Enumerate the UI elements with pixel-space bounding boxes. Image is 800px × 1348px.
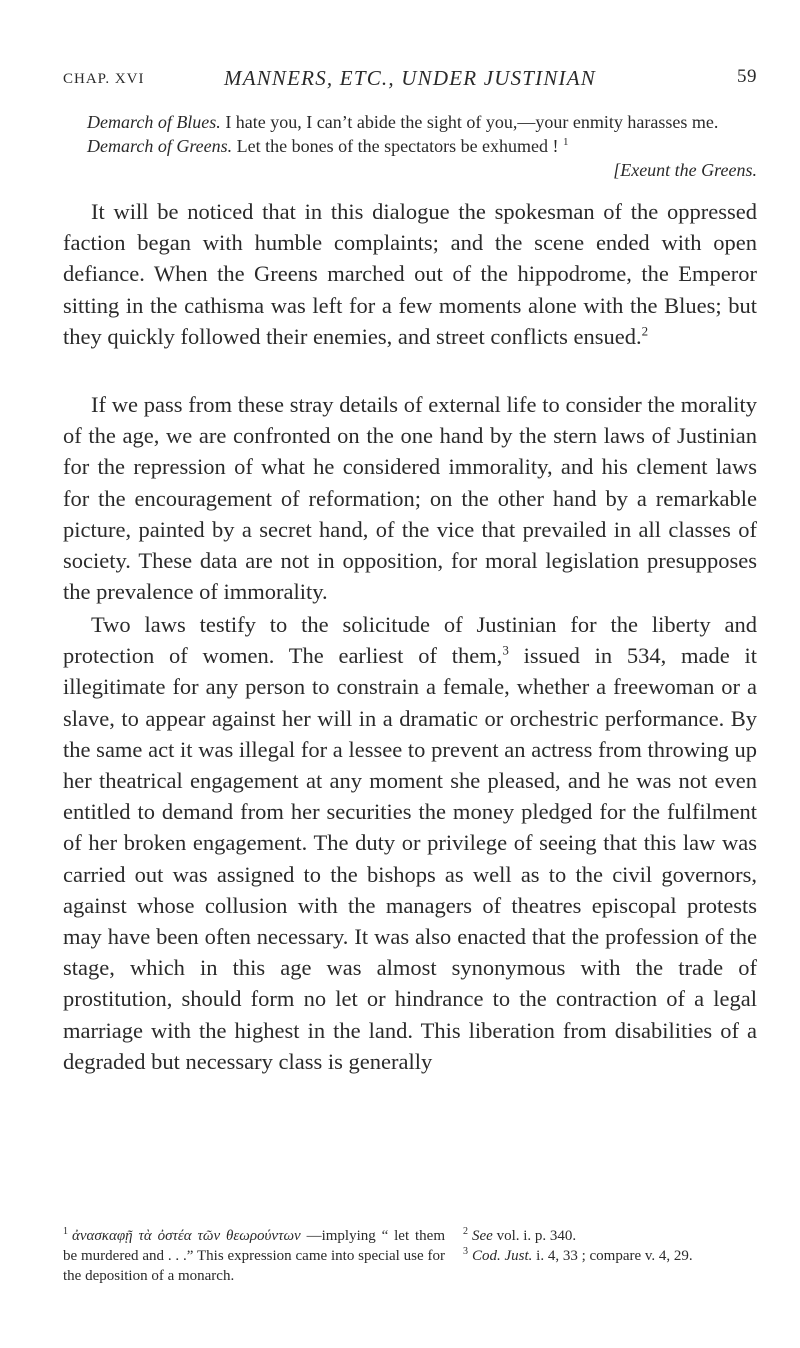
footnotes-right-column [463,1226,757,1266]
footnote-1-greek: ἀνασκαφῇ τὰ ὀστέα τῶν θεωρούντων [72,1228,301,1244]
dialogue-line-blues [63,110,757,134]
footnote-2 [463,1226,757,1246]
footnote-3-cod: Cod. Just. [472,1248,533,1264]
page-number: 59 [737,66,757,87]
footnote-3-number: 3 [463,1246,468,1257]
dialogue-block [63,110,757,182]
dialogue-text-blues: I hate you, I can’t abide the sight of you,—your enmity harasses me. [220,112,719,132]
footnote-3 [463,1246,757,1266]
footnote-1-number: 1 [63,1226,68,1237]
stage-bracket: [ [613,160,621,180]
paragraph-2-text: If we pass from these stray details of external life to consider the morality of the age, we are confronted on the one hand by the stern laws of Justinian for the repression of what he considered immorality, and his clement laws for the encouragement of reformation; on the other hand by a remarkable picture, painted by a secret hand, of the vice that prevailed in all classes of society. These data are not in opposition, for moral legislation presupposes the prevalence of immorality. [63,392,757,605]
stage-direction-text: Exeunt the Greens. [620,160,757,180]
footnote-ref-3[interactable]: 3 [502,642,509,658]
paragraph-laws [63,609,757,1077]
paragraph-morality [63,389,757,607]
dialogue-line-greens [63,134,757,158]
paragraph-1-text: It will be noticed that in this dialogue the spokesman of the oppressed faction began with humble complaints; and the scene ended with open defiance. When the Greens marched out of the hippodrome, the Emperor sitting in the cathisma was left for a few moments alone with the Blues; but they quickly followed their enemies, and street conflicts ensued. [63,199,757,349]
paragraph-3-text-b: issued in 534, made it illegitimate for any person to constrain a female, whether a freewoman or a slave, to appear against her will in a dramatic or orchestric performance. By the same act it was illegal for a lessee to prevent an actress from throwing up her theatrical engagement at any moment she pleased, and he was not even entitled to demand from her securities the money pledged for the fulfilment of her broken engagement. The duty or privilege of seeing that this law was carried out was assigned to the bishops as well as to the civil governors, against whose collusion with the managers of theatres episcopal protests may have been often necessary. It was also enacted that the profession of the stage, which in this age was almost synonymous with the trade of prostitution, should form no let or hindrance to the contraction of a legal marriage with the highest in the land. This liberation from disabilities of a degraded but necessary class is generally [63,643,757,1074]
speaker-greens: Demarch of Greens. [87,136,233,156]
chapter-label: CHAP. XVI [63,71,145,87]
footnote-2-see: See [472,1228,493,1244]
footnote-ref-2[interactable]: 2 [641,323,649,339]
footnotes [63,1226,757,1346]
running-head [63,64,757,94]
footnote-1 [63,1226,445,1286]
footnote-3-text: i. 4, 33 ; compare v. 4, 29. [532,1248,693,1264]
running-title: MANNERS, ETC., UNDER JUSTINIAN [224,66,596,90]
speaker-blues: Demarch of Blues. [87,112,221,132]
dialogue-text-greens: Let the bones of the spectators be exhumed ! [232,136,564,156]
footnote-2-number: 2 [463,1226,468,1237]
paragraph-dialogue-comment [63,196,757,352]
stage-direction [63,158,757,182]
footnote-2-text: vol. i. p. 340. [492,1228,577,1244]
footnote-ref-1[interactable]: 1 [563,136,569,148]
footnote-1-text: —implying “ let them be murdered and . . .” This expression came into special use for the deposition of a monarch. [63,1228,445,1284]
paragraph-3-text-a: Two laws testify to the solicitude of Justinian for the liberty and protection of women. The earliest of them, [63,612,757,669]
